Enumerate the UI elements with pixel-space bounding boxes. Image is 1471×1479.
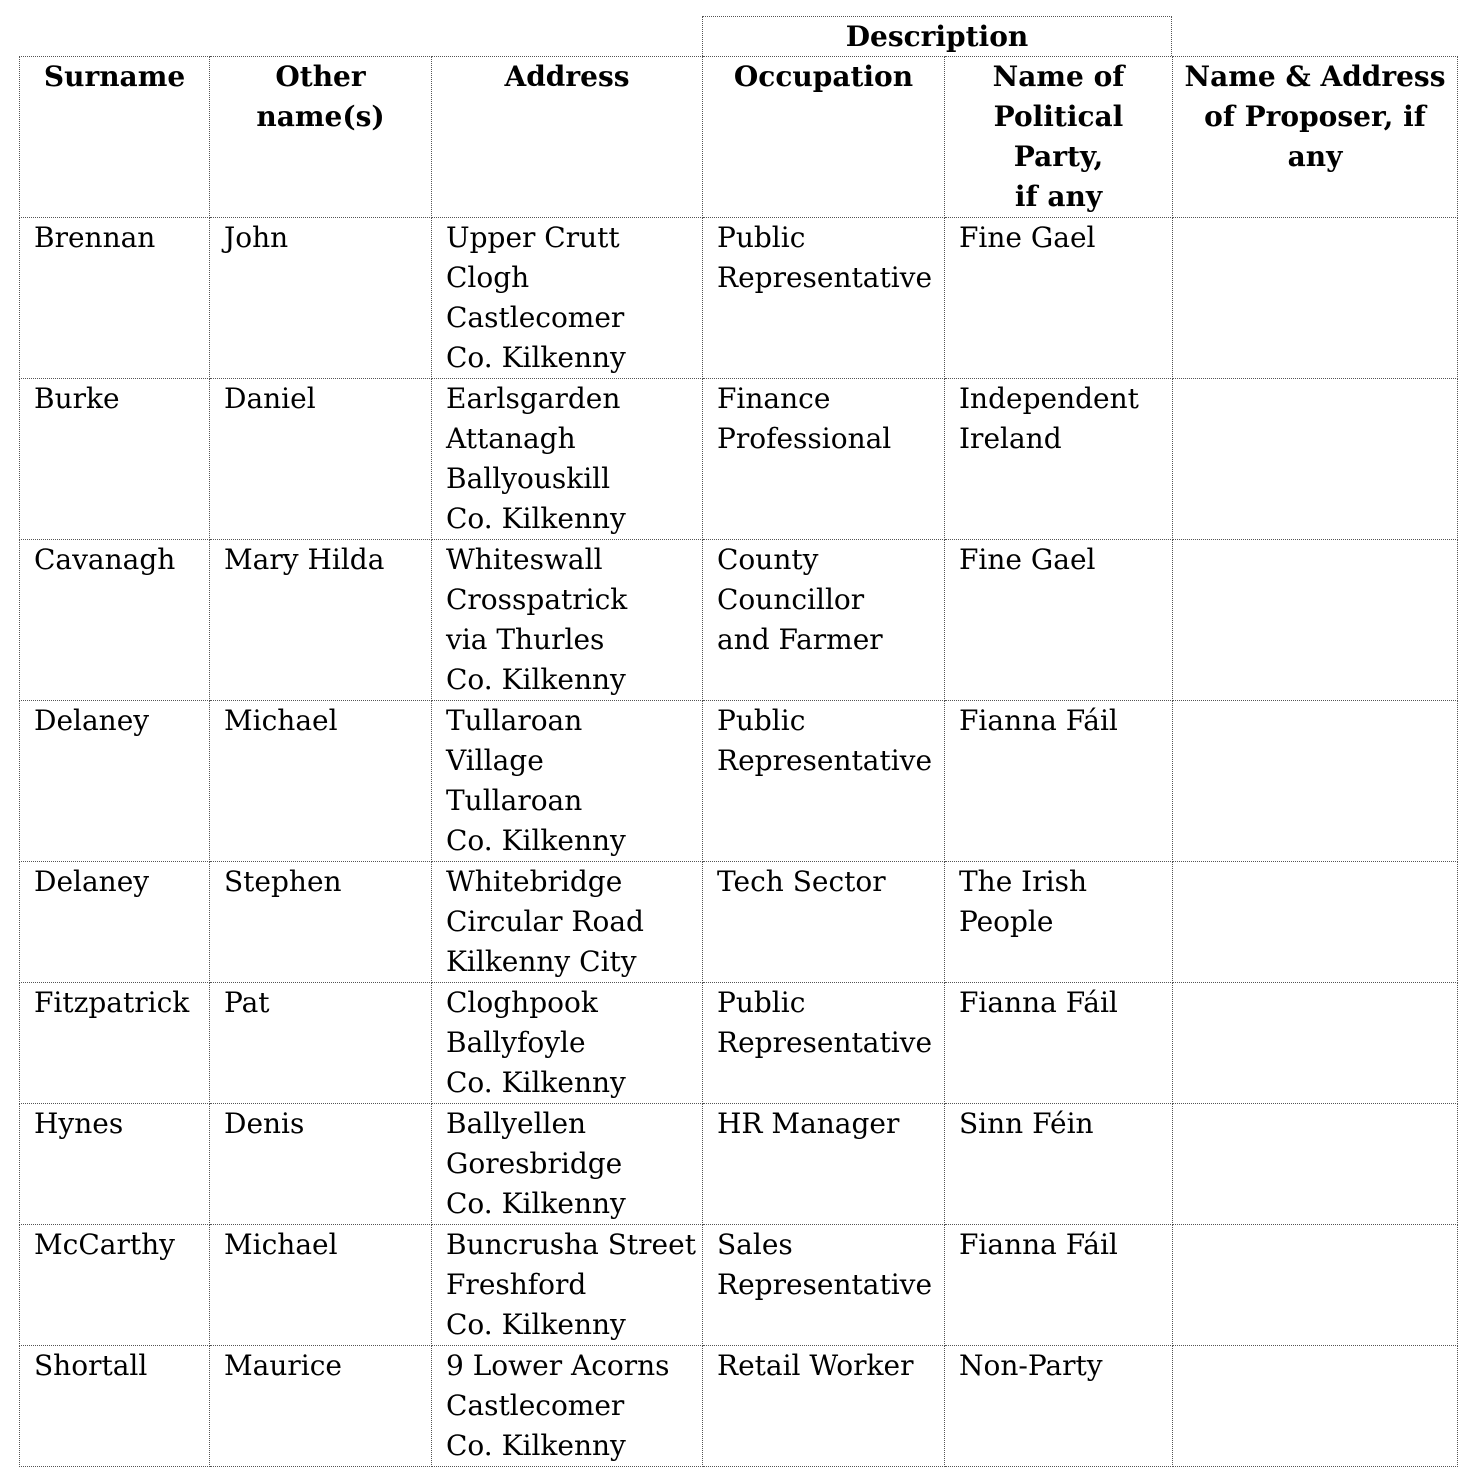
occupation-cell [703,983,945,1104]
address-cell [432,540,703,701]
proposer-cell [1173,218,1458,379]
address-cell-line: Co. Kilkenny [446,1066,626,1099]
address-cell-line: 9 Lower Acorns [446,1349,670,1382]
address-cell-line: Attanagh [446,422,576,455]
other-names-cell: Denis [210,1104,432,1225]
header-line: any [1287,140,1343,173]
address-cell [432,862,703,983]
header-line: Name of [992,60,1125,93]
candidate-row [20,540,1458,701]
header-line: Name & Address [1184,60,1446,93]
occupation-cell-line: Representative [717,1268,933,1301]
occupation-cell [703,540,945,701]
address-cell [432,983,703,1104]
candidate-row [20,862,1458,983]
occupation-cell [703,862,945,983]
party-cell-line: Independent [959,382,1139,415]
candidates-table [19,56,1458,1467]
address-cell-line: Whiteswall [446,543,603,576]
address-cell [432,218,703,379]
proposer-cell [1173,540,1458,701]
occupation-cell-line: Professional [717,422,892,455]
header-row [20,57,1458,218]
address-cell [432,701,703,862]
address-cell-line: via Thurles [446,623,605,656]
address-cell-line: Castlecomer [446,301,625,334]
party-cell-line: Ireland [959,422,1062,455]
address-cell-line: Ballyouskill [446,462,611,495]
address-cell [432,1346,703,1467]
address-cell-line: Earlsgarden [446,382,621,415]
other-names-cell: Maurice [210,1346,432,1467]
occupation-cell [703,1104,945,1225]
surname-cell: Cavanagh [20,540,210,701]
party-cell [945,1225,1173,1346]
surname-cell: Hynes [20,1104,210,1225]
proposer-cell [1173,379,1458,540]
header-line: if any [1014,180,1103,213]
party-cell [945,1104,1173,1225]
other-names-cell: Mary Hilda [210,540,432,701]
occupation-cell-line: Public [717,221,806,254]
address-cell-line: Co. Kilkenny [446,341,626,374]
party-cell-line: Fianna Fáil [959,704,1118,737]
address-cell-line: Tullaroan [446,784,583,817]
proposer-cell [1173,1225,1458,1346]
other-names-cell: Pat [210,983,432,1104]
other-names-cell: Michael [210,701,432,862]
candidates-body [20,218,1458,1467]
occupation-cell-line: Finance [717,382,831,415]
col-header-proposer [1173,57,1458,218]
party-cell-line: Fianna Fáil [959,1228,1118,1261]
header-line: of Proposer, if [1204,100,1426,133]
col-header-occupation: Occupation [703,57,945,218]
occupation-cell-line: Public [717,986,806,1019]
address-cell-line: Village [446,744,544,777]
address-cell [432,379,703,540]
occupation-cell [703,379,945,540]
party-cell-line: Sinn Féin [959,1107,1094,1140]
surname-cell: Burke [20,379,210,540]
description-super-header: Description [702,16,1172,56]
address-cell-line: Kilkenny City [446,945,637,978]
surname-cell: Delaney [20,701,210,862]
party-cell [945,983,1173,1104]
party-cell-line: People [959,905,1054,938]
address-cell-line: Cloghpook [446,986,598,1019]
candidate-row [20,1225,1458,1346]
address-cell-line: Upper Crutt [446,221,620,254]
address-cell [432,1104,703,1225]
occupation-cell-line: County [717,543,819,576]
address-cell [432,1225,703,1346]
surname-cell: Fitzpatrick [20,983,210,1104]
other-names-cell: Michael [210,1225,432,1346]
address-cell-line: Circular Road [446,905,644,938]
address-cell-line: Ballyellen [446,1107,587,1140]
address-cell-line: Co. Kilkenny [446,502,626,535]
address-cell-line: Co. Kilkenny [446,824,626,857]
occupation-cell [703,218,945,379]
col-header-address: Address [432,57,703,218]
party-cell-line: Non-Party [959,1349,1103,1382]
party-cell [945,218,1173,379]
candidate-row [20,983,1458,1104]
party-cell-line: Fine Gael [959,221,1096,254]
party-cell [945,862,1173,983]
address-cell-line: Co. Kilkenny [446,663,626,696]
header-line: name(s) [256,100,385,133]
address-cell-line: Co. Kilkenny [446,1308,626,1341]
occupation-cell-line: and Farmer [717,623,883,656]
party-cell-line: Fine Gael [959,543,1096,576]
address-cell-line: Clogh [446,261,530,294]
occupation-cell-line: Representative [717,744,933,777]
address-cell-line: Whitebridge [446,865,623,898]
proposer-cell [1173,701,1458,862]
other-names-cell: John [210,218,432,379]
occupation-cell [703,1225,945,1346]
header-line: Political [993,100,1124,133]
other-names-cell: Stephen [210,862,432,983]
occupation-cell [703,1346,945,1467]
header-line: Party, [1013,140,1104,173]
col-header-party [945,57,1173,218]
occupation-cell-line: Retail Worker [717,1349,914,1382]
party-cell [945,540,1173,701]
address-cell-line: Co. Kilkenny [446,1429,626,1462]
occupation-cell-line: Public [717,704,806,737]
occupation-cell-line: Councillor [717,583,865,616]
surname-cell: Shortall [20,1346,210,1467]
party-cell [945,701,1173,862]
candidate-row [20,701,1458,862]
address-cell-line: Buncrusha Street [446,1228,696,1261]
surname-cell: Delaney [20,862,210,983]
proposer-cell [1173,862,1458,983]
address-cell-line: Tullaroan [446,704,583,737]
occupation-cell-line: Tech Sector [717,865,886,898]
address-cell-line: Goresbridge [446,1147,623,1180]
address-cell-line: Co. Kilkenny [446,1187,626,1220]
party-cell [945,1346,1173,1467]
occupation-cell-line: Representative [717,1026,933,1059]
address-cell-line: Ballyfoyle [446,1026,586,1059]
party-cell-line: The Irish [959,865,1087,898]
address-cell-line: Crosspatrick [446,583,628,616]
party-cell [945,379,1173,540]
proposer-cell [1173,1104,1458,1225]
address-cell-line: Castlecomer [446,1389,625,1422]
party-cell-line: Fianna Fáil [959,986,1118,1019]
candidate-row [20,218,1458,379]
header-line: Other [275,60,366,93]
proposer-cell [1173,1346,1458,1467]
col-header-surname: Surname [20,57,210,218]
occupation-cell-line: Sales [717,1228,793,1261]
occupation-cell-line: HR Manager [717,1107,900,1140]
other-names-cell: Daniel [210,379,432,540]
address-cell-line: Freshford [446,1268,587,1301]
occupation-cell-line: Representative [717,261,933,294]
surname-cell: McCarthy [20,1225,210,1346]
col-header-other-names [210,57,432,218]
candidate-row [20,1104,1458,1225]
candidate-row [20,1346,1458,1467]
proposer-cell [1173,983,1458,1104]
candidate-row [20,379,1458,540]
surname-cell: Brennan [20,218,210,379]
occupation-cell [703,701,945,862]
